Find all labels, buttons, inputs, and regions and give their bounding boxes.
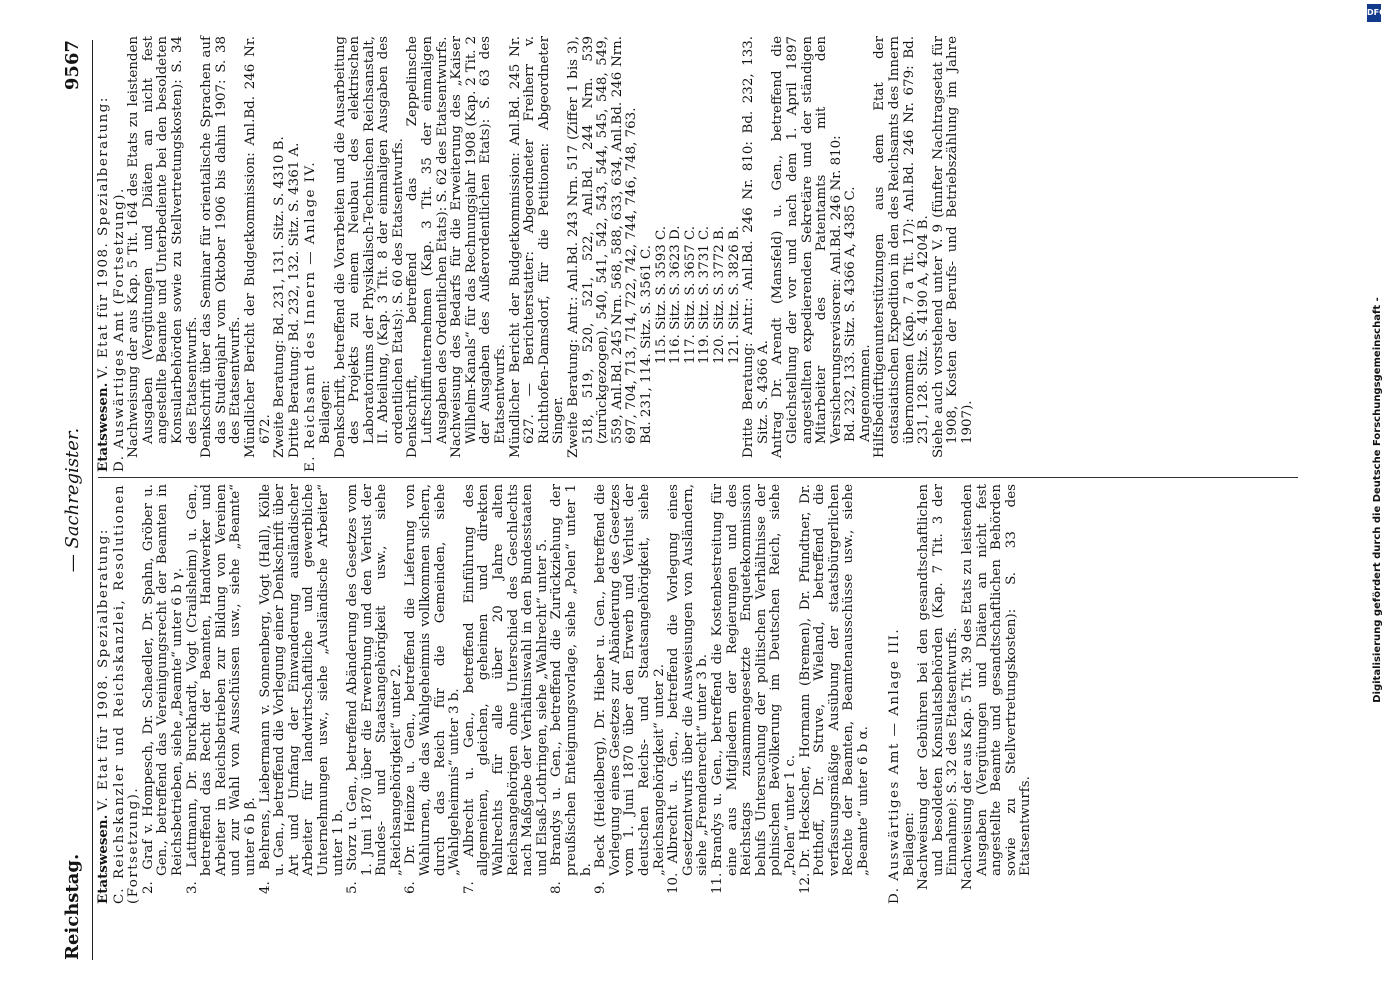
list-item: Denkschrift, betreffend die Vorarbeiten und die Ausarbeitung des Projekts zu einem Neubau des elektrischen Laboratoriums der Physikalisch-Technischen Reichsanstalt, II. Abteilung, (Kap. 3 Tit. 8 der einmaligen Ausgaben des ordentlichen Etats): S. 60 des Etatsentwurfs. (332, 36, 406, 458)
beilagen-label: Beilagen: (317, 380, 333, 444)
beilagen-label: Beilagen: (901, 812, 917, 876)
session-ref: Bd. 231, 114. Sitz. S. 3561 C. (638, 244, 654, 444)
list-item: Nachweisung des Bedarfs für die Erweiterung des „Kaiser Wilhelm-Kanals“ für das Rechnungsjahr 1908 (Kap. 2 Tit. 2 der Ausgaben des Außerordentlichen Etats): S. 63 des Etatsentwurfs. (449, 36, 509, 458)
running-header (62, 40, 92, 960)
column-divider (98, 477, 1298, 478)
third-reading: Dritte Beratung: Antr.: Anl.Bd. 246 Nr. 810: Bd. 232, 133. Sitz. S. 4366 A. (741, 36, 771, 458)
list-item: 2. Graf v. Hompesch, Dr. Schaedler, Dr. Spahn, Gröber u. Gen., betreffend das Vereinigungsrecht der Beamten in Reichsbetrieben, siehe „Beamte“ unter 6 b γ. (140, 484, 185, 894)
second-reading: Zweite Beratung: Bd. 231, 131. Sitz. S. 4310 B. (272, 136, 288, 458)
list-item: 9. Beck (Heidelberg), Dr. Hieber u. Gen., betreffend die Vorlegung eines Gesetzes zur Abänderung des Gesetzes vom 1. Juni 1870 über den Erwerb und Verlust der deutschen Reichs- und Staatsangehörigkeit, siehe „Reichsangehörigkeit“ unter 2. (593, 484, 667, 894)
section-label: Etatswesen. (95, 382, 111, 472)
header-left: Reichstag. (62, 853, 83, 960)
dfg-logo: DFG (1367, 4, 1381, 22)
list-item: 6. Dr. Heinze u. Gen., betreffend die Lieferung von Wahlurnen, die das Wahlgeheimnis vollkommen sichern, durch das Reich für die Gemeinden, siehe „Wahlgeheimnis“ unter 3 b. (403, 484, 463, 894)
list-item: 3. Lattmann, Dr. Burckhardt, Vogt (Crailsheim) u. Gen., betreffend das Recht der Beamten, Handwerker und Arbeiter in Reichsbetrieben zur Bildung von Vereinen und zur Wahl von Ausschüssen usw., siehe „Beamte“ unter 6 b β. (184, 484, 258, 894)
list-item (871, 484, 886, 904)
section-rest: V. Etat für 1908. Spezialberatung: (96, 528, 111, 811)
motion-result: Angenommen. (857, 344, 873, 442)
session-ref: 116. Sitz. S. 3623 D. (668, 225, 684, 364)
session-ref: 119. Sitz. S. 3731 C. (697, 225, 713, 364)
list-item: 5. Storz u. Gen., betreffend Abänderung des Gesetzes vom 1. Juni 1870 über die Erwerbung und den Verlust der Bundes- und Staatsangehörigkeit usw., siehe „Reichsangehörigkeit“ unter 2. (345, 484, 404, 894)
list-item: 10. Albrecht u. Gen., betreffend die Vorlegung eines Gesetzentwurfs über die Ausweisungen von Ausländern, siehe „Fremdenrecht“ unter 3 b. (666, 484, 711, 894)
list-item: Denkschrift, betreffend das Zeppelinsche Luftschiffunternehmen (Kap. 3 Tit. 35 der einmaligen Ausgaben des Ordentlichen Etats): S. 62 des Etatsentwurfs. (405, 36, 450, 458)
report-reference: Mündlicher Bericht der Budgetkommission: Anl.Bd. 245 Nr. 627. — Berichterstatter: Abgeordneter Freiherr v. Richthofen-Damsdorf, für die Petitionen: Abgeordneter Singer. (507, 36, 567, 458)
left-column (96, 484, 1306, 904)
list-item: 12. Dr. Heckscher, Hormann (Bremen), Dr. Pfundtner, Dr. Potthoff, Dr. Struve, Wieland, betreffend die verfassungsmäßige Ausübung der staatsbürgerlichen Rechte der Beamten, Beamtenausschüsse usw., siehe „Beamte“ unter 6 b α. (797, 484, 871, 894)
header-rule (92, 40, 93, 960)
report-reference: Mündlicher Bericht der Budgetkommission: Anl.Bd. 246 Nr. 672. (242, 36, 273, 458)
page-number: 9567 (62, 40, 83, 91)
digitization-credit: Digitalisierung gefördert durch die Deutsche Forschungsgemeinschaft - (1372, 297, 1383, 703)
session-ref: 117. Sitz. S. 3657 C. (682, 225, 698, 364)
session-ref: 115. Sitz. S. 3593 C. (653, 225, 669, 364)
list-item: Nachweisung der aus Kap. 5 Tit. 164 des Etats zu leistenden Ausgaben (Vergütungen und Diäten an nicht fest angestellte Beamte und Unterbediente bei den besoldeten Konsularbehörden sowie zu Stellvertretungskosten): S. 34 des Etatsentwurfs. (126, 36, 200, 458)
subsection-title: D. Auswärtiges Amt (Fortsetzung). (111, 187, 127, 472)
session-ref: 121. Sitz. S. 3826 B. (726, 225, 742, 364)
second-reading: Zweite Beratung: Antr.: Anl.Bd. 243 Nrn. 517 (Ziffer 1 bis 3), 518, 519, 520, 521, 522, Anl.Bd. 244 Nrn. 539 (zurückgezogen), 540, 541, 542, 543, 544, 545, 548, 549, 559, Anl.Bd. 245 Nrn. 568, 588, 633, 634, Anl.Bd. 246 Nrn. 697, 704, 713, 714, 722, 742, 744, 746, 748, 763. (566, 36, 640, 458)
section-label: Etatswesen. (95, 814, 111, 904)
list-item: 4. Behrens, Liebermann v. Sonnenberg, Vogt (Hall), Kölle u. Gen., betreffend die Vorlegung einer Denkschrift über Art und Umfang der Einwanderung ausländischer Arbeiter für landwirtschaftliche und gewerbliche Unternehmungen usw., siehe „Ausländische Arbeiter“ unter 1 b. (257, 484, 346, 894)
subsection-heading: D. Auswärtiges Amt — Anlage III. (887, 627, 903, 904)
right-column (96, 36, 1306, 472)
header-center: — Sachregister. (62, 427, 83, 573)
subsection-heading: E. Reichsamt des Innern — Anlage IV. (303, 160, 319, 472)
session-ref: 120. Sitz. S. 3772 B. (711, 225, 727, 364)
list-item: Denkschrift über das Seminar für orientalische Sprachen auf das Studienjahr vom Oktober 1906 bis dahin 1907: S. 38 des Etatsentwurfs. (199, 36, 244, 458)
section-title (96, 36, 112, 472)
list-item: Nachweisung der aus Kap. 5 Tit. 39 des Etats zu leistenden Ausgaben (Vergütungen und Diäten an nicht fest angestellte Beamte und gesandtschaftlichen Behörden sowie zu Stellvertretungskosten): S. 33 des Etatsentwurfs. (960, 484, 1034, 890)
list-item: Nachweisung der Gebühren bei den gesandtschaftlichen und besoldeten Konsulatsbehörden (Kap. 7 Tit. 3 der Einnahme): S. 32 des Etatsentwurfs. (916, 484, 961, 890)
list-item: 7. Albrecht u. Gen., betreffend Einführung des allgemeinen, gleichen, geheimen und direkten Wahlrechts für alle über 20 Jahre alten Reichsangehörigen ohne Unterschied des Geschlechts nach Maßgabe der Verhältniswahl in den Bundesstaaten und Elsaß-Lothringen, siehe „Wahlrecht“ unter 5. (461, 484, 550, 894)
list-item: 11. Brandys u. Gen., betreffend die Kostenbestreitung für eine aus Mitgliedern der Regierungen und des Reichstags zusammengesetzte Enquetekommission behufs Untersuchung der politischen Verhältnisse der polnischen Bevölkerung im Deutschen Reich, siehe „Polen“ unter 1 c. (709, 484, 798, 894)
section-title (96, 484, 112, 904)
section-rest: V. Etat für 1908. Spezialberatung: (96, 96, 111, 379)
third-reading: Dritte Beratung: Bd. 232, 132. Sitz. S. 4361 A. (286, 142, 302, 458)
list-item: 8. Brandys u. Gen., betreffend die Zurückziehung der preußischen Enteignungsvorlage, siehe „Polen“ unter 1 b. (549, 484, 594, 894)
list-item: Hilfsbedürftigenunterstützungen aus dem Etat der ostasiatischen Expedition in den des Reichsamts des Innern übernommen (Kap. 7 a Tit. 17): Anl.Bd. 246 Nr. 679: Bd. 231, 128. Sitz. S. 4190 A, 4204 B. (872, 36, 932, 458)
motion: Antrag Dr. Arendt (Mansfeld) u. Gen., betreffend die Gleichstellung der vor und nach dem 1. April 1897 angestellten expedierenden Sekretäre und der ständigen Mitarbeiter des Patentamts mit den Versicherungsrevisoren: Anl.Bd. 246 Nr. 810: (770, 36, 844, 458)
subsection-title: C. Reichskanzler und Reichskanzlei, Resolutionen (Fortsetzung). (111, 484, 142, 904)
cross-reference: Siehe auch vorstehend unter V. 9 (fünfter Nachtragsetat für 1908, Kosten der Berufs- und Betriebszählung im Jahre 1907). (930, 36, 976, 458)
motion-session: Bd. 232, 133. Sitz. S. 4366 A, 4385 C. (843, 186, 859, 442)
